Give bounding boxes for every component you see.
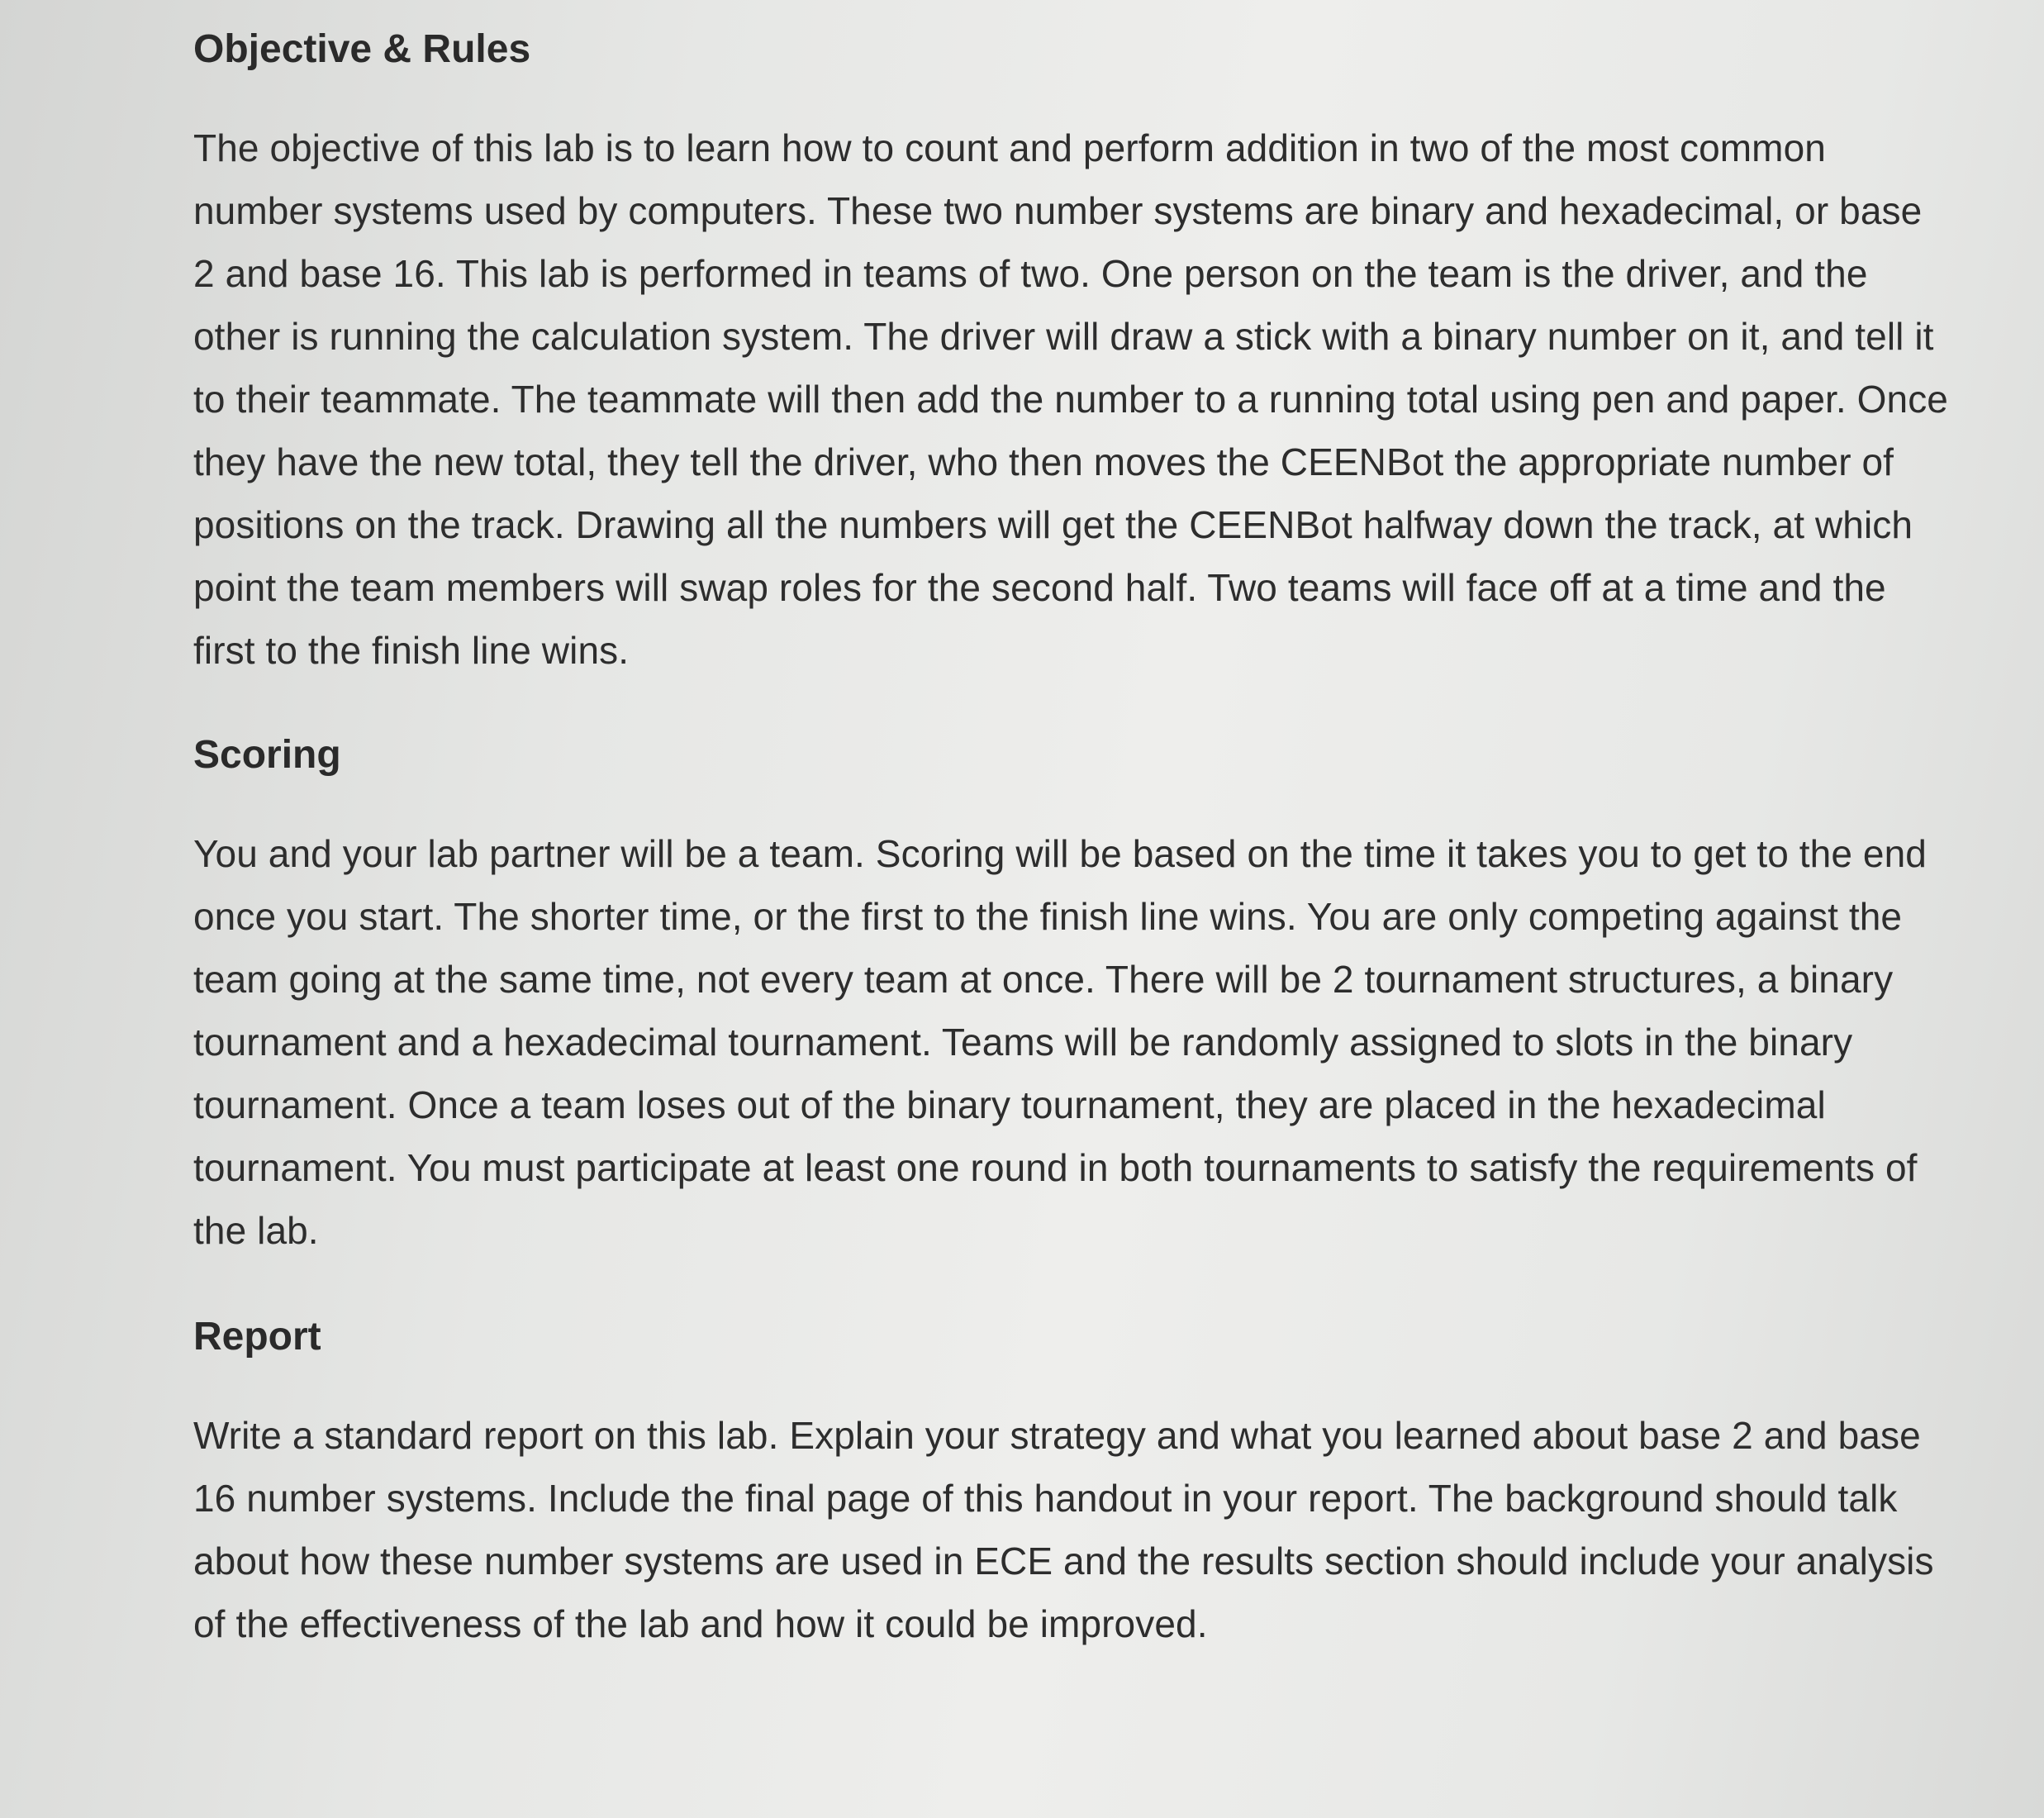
report-paragraph[interactable]: Write a standard report on this lab. Explain your strategy and what you learned about base 2 and base 16 number systems. Include the final page of this handout in your report. The background should talk about how these number systems are used in ECE and the results section should include your analysis of the effectiveness of the lab and how it could be improved. xyxy=(193,1414,1934,1645)
scoring-paragraph[interactable]: You and your lab partner will be a team. Scoring will be based on the time it takes you to get to the end once you start. The shorter time, or the first to the finish line wins. You are only competing against the team going at the same time, not every team at once. There will be 2 tournament structures, a binary tournament and a hexadecimal tournament. Teams will be randomly assigned to slots in the binary tournament. Once a team loses out of the binary tournament, they are placed in the hexadecimal tournament. You must participate at least one round in both tournaments to satisfy the requirements of the lab. xyxy=(193,832,1927,1252)
document-body xyxy=(193,21,1953,1655)
objective-rules-paragraph[interactable]: The objective of this lab is to learn how to count and perform addition in two of the most common number systems used by computers. These two number systems are binary and hexadecimal, or base 2 and base 16. This lab is performed in teams of two. One person on the team is the driver, and the other is running the calculation system. The driver will draw a stick with a binary number on it, and tell it to their teammate. The teammate will then add the number to a running total using pen and paper. Once they have the new total, they tell the driver, who then moves the CEENBot the appropriate number of positions on the track. Drawing all the numbers will get the CEENBot halfway down the track, at which point the team members will swap roles for the second half. Two teams will face off at a time and the first to the finish line wins. xyxy=(193,126,1948,672)
scoring-heading: Scoring xyxy=(193,733,341,777)
objective-rules-heading: Objective & Rules xyxy=(193,27,531,71)
report-heading: Report xyxy=(193,1315,321,1359)
